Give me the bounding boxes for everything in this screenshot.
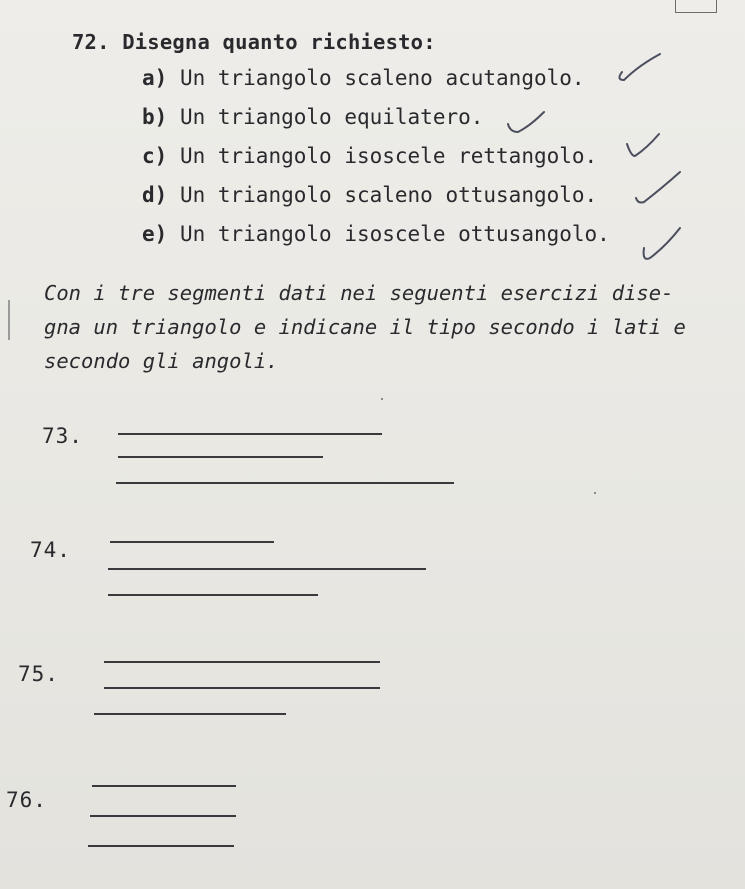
margin-mark — [8, 300, 10, 340]
segment-b — [90, 815, 236, 817]
segment-c — [108, 594, 318, 596]
item-b — [142, 105, 483, 129]
item-b-letter: b) — [142, 105, 168, 129]
check-mark-icon — [612, 50, 672, 90]
item-a-letter: a) — [142, 66, 168, 90]
exercise-75-number: 75. — [18, 662, 59, 686]
instructions-line-3: secondo gli angoli. — [44, 349, 279, 373]
segment-b — [104, 687, 380, 689]
paper-speck — [594, 492, 596, 494]
segment-a — [110, 541, 274, 543]
exercise-72-title — [72, 30, 436, 54]
item-a — [142, 66, 585, 90]
segment-c — [116, 482, 454, 484]
check-mark-icon — [615, 130, 675, 170]
exercise-74-number: 74. — [30, 538, 71, 562]
exercise-73-number: 73. — [42, 424, 83, 448]
item-c-text: Un triangolo isoscele rettangolo. — [179, 144, 598, 168]
instructions-line-1: Con i tre segmenti dati nei seguenti esercizi dise- — [44, 281, 674, 305]
segment-a — [104, 661, 380, 663]
segment-c — [88, 845, 234, 847]
segment-a — [118, 433, 382, 435]
exercise-72-number: 72. — [72, 30, 110, 54]
corner-box — [675, 0, 717, 13]
instructions-line-2: gna un triangolo e indicane il tipo secondo i lati e — [44, 315, 686, 339]
item-e-text: Un triangolo isoscele ottusangolo. — [179, 222, 610, 246]
item-b-text: Un triangolo equilatero. — [179, 105, 484, 129]
item-d — [142, 183, 597, 207]
segment-c — [94, 713, 286, 715]
item-c — [142, 144, 597, 168]
segment-b — [108, 568, 426, 570]
check-mark-icon — [628, 168, 688, 208]
exercise-72-instruction: Disegna quanto richiesto: — [122, 30, 436, 54]
instructions-paragraph — [44, 276, 744, 378]
check-mark-icon — [500, 104, 560, 144]
check-mark-icon — [630, 226, 690, 266]
item-e — [142, 222, 610, 246]
exercise-76-number: 76. — [6, 788, 47, 812]
item-c-letter: c) — [142, 144, 168, 168]
item-d-letter: d) — [142, 183, 168, 207]
item-d-text: Un triangolo scaleno ottusangolo. — [179, 183, 598, 207]
segment-b — [118, 456, 323, 458]
item-a-text: Un triangolo scaleno acutangolo. — [179, 66, 585, 90]
item-e-letter: e) — [142, 222, 168, 246]
segment-a — [92, 785, 236, 787]
paper-speck — [381, 398, 383, 400]
